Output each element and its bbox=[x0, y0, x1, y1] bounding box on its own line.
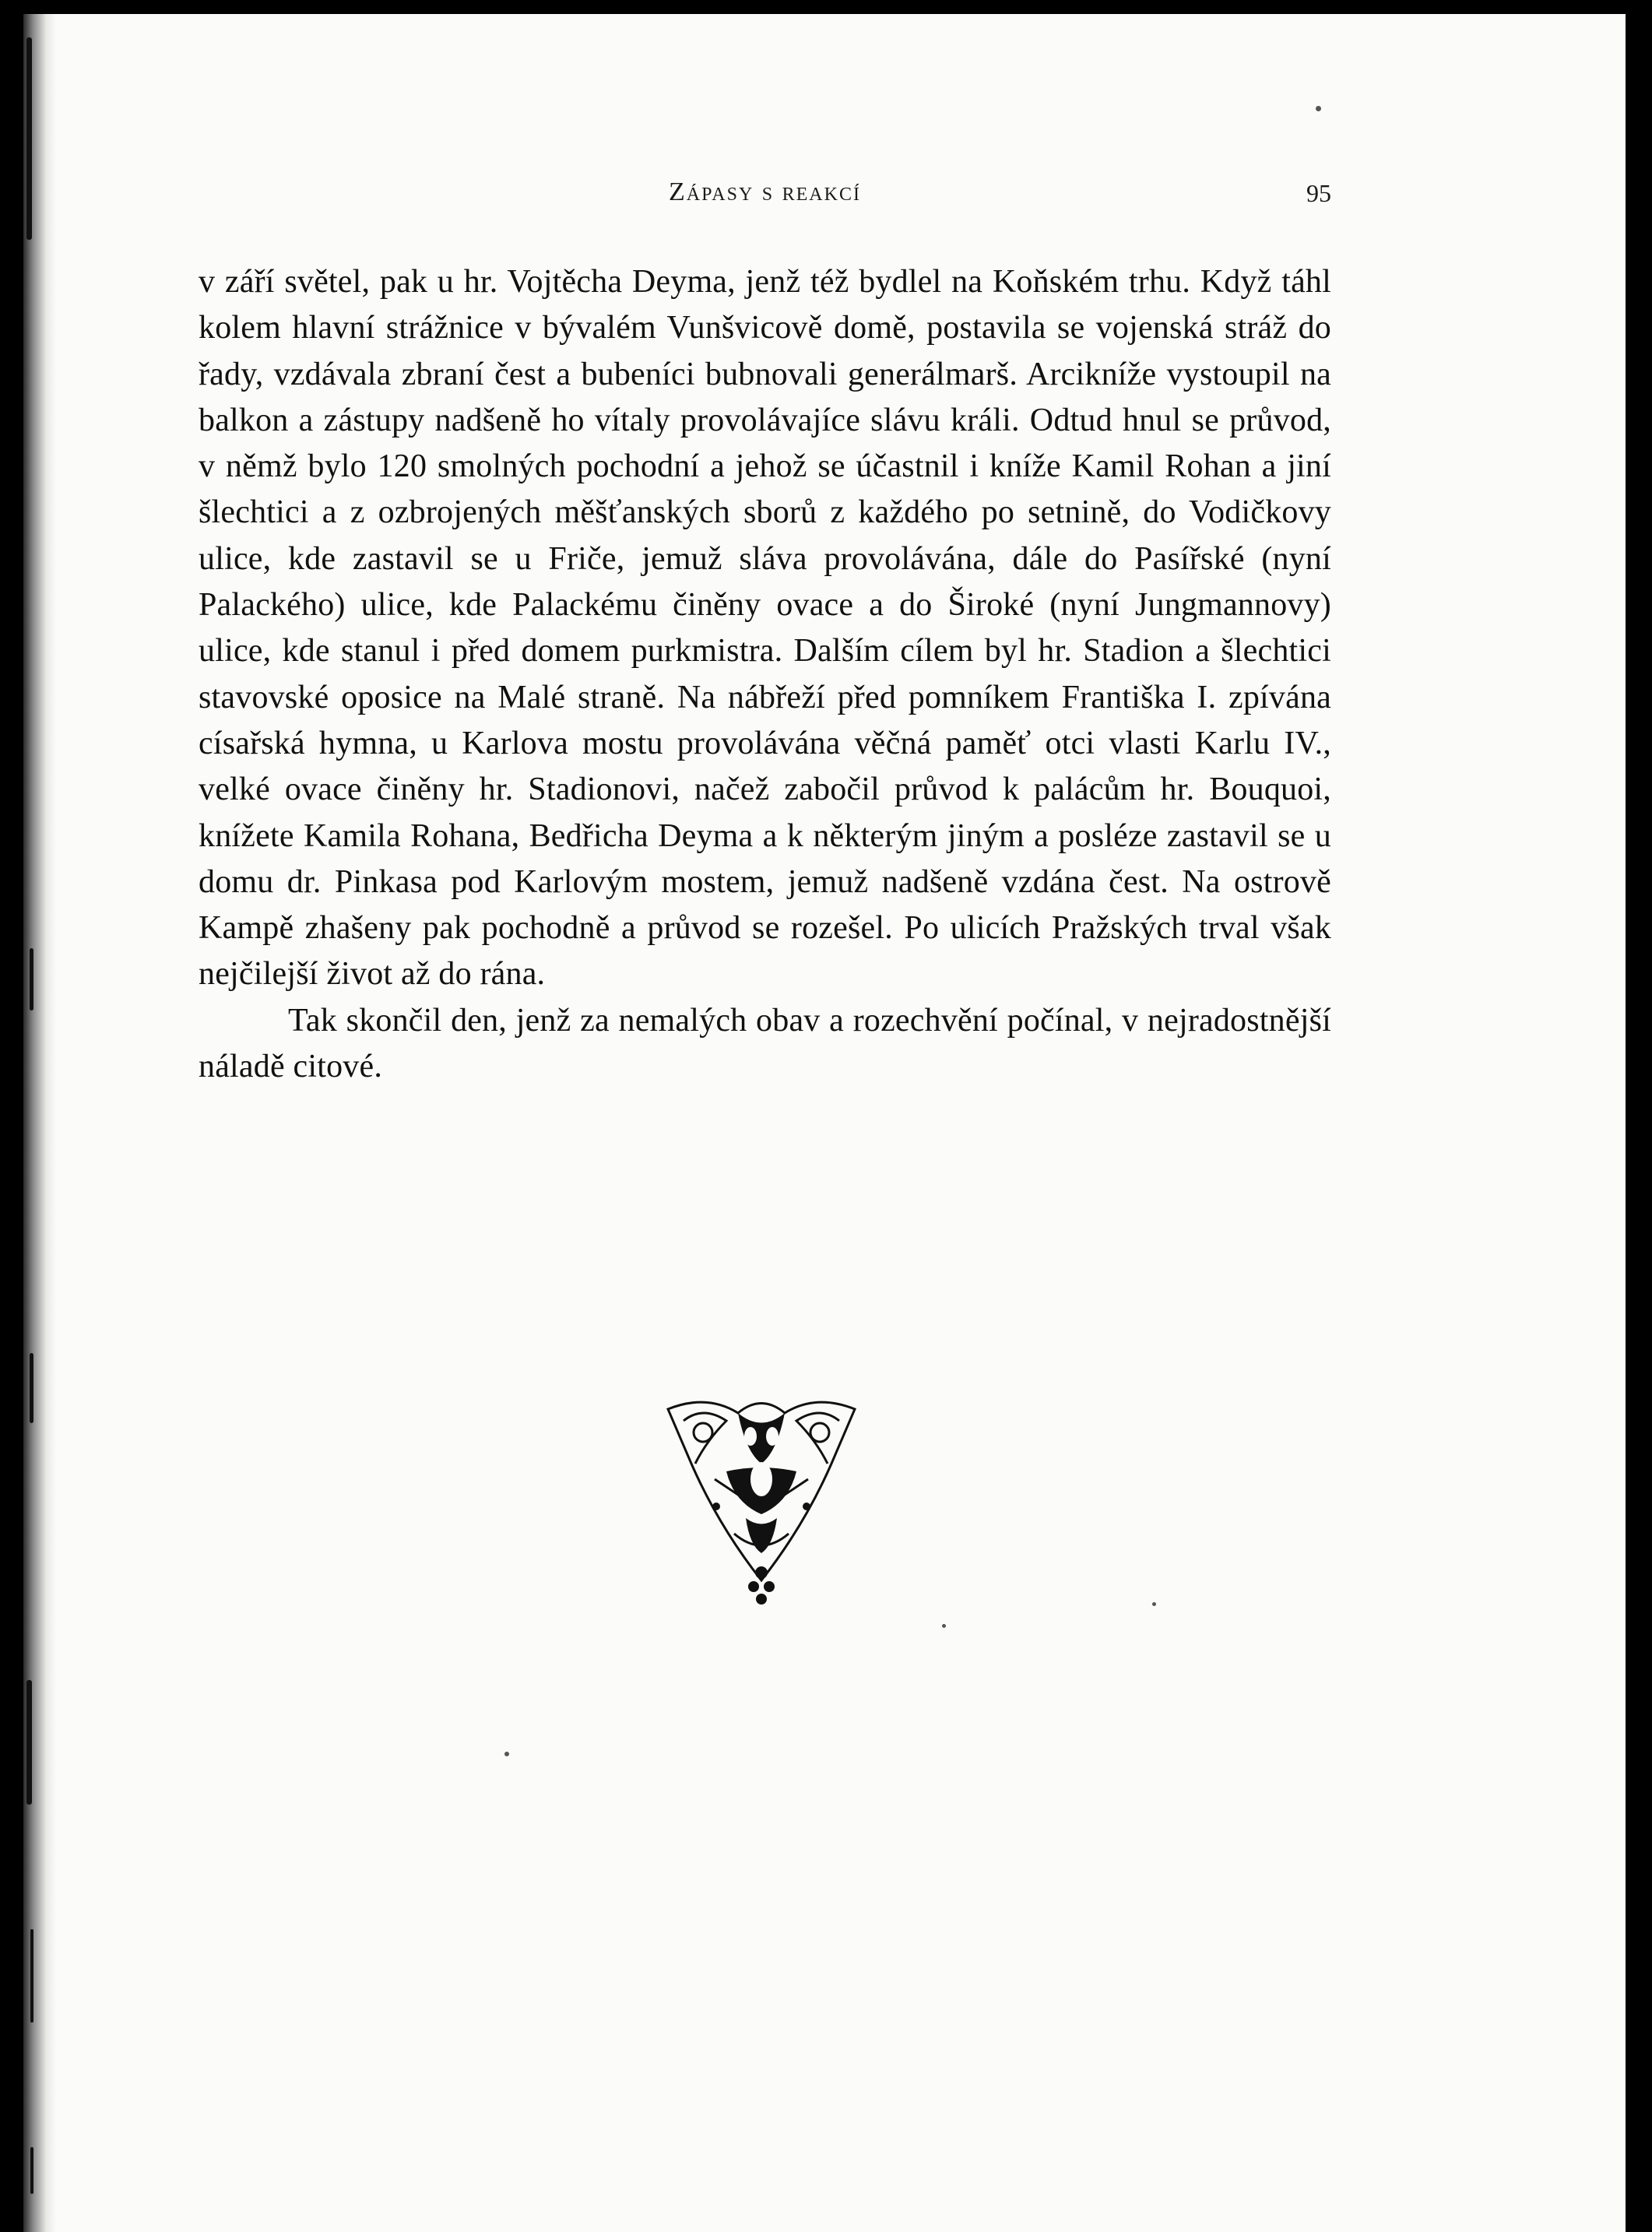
paragraph: v září světel, pak u hr. Vojtěcha Deyma, jenž též bydlel na Koňském trhu. Když táhl kolem hlavní strážnice v bývalém Vunšvicově domě, postavila se vojenská stráž do řady, vzdávala zbraní čest a bubeníci bubnovali generálmarš. Arcikníže vystoupil na balkon a zástupy nadšeně ho vítaly provolávajíce slávu králi. Odtud hnul se průvod, v němž bylo 120 smolných pochodní a jehož se účastnil i kníže Kamil Rohan a jiní šlechtici a z ozbrojených měšťanských sborů z každého po setnině, do Vodičkovy ulice, kde zastavil se u Friče, jemuž sláva provolávána, dále do Pasířské (nyní Palackého) ulice, kde Palackému činěny ovace a do Široké (nyní Jungmannovy) ulice, kde stanul i před domem purkmistra. Dalším cílem byl hr. Stadion a šlechtici stavovské oposice na Malé straně. Na nábřeží před pomníkem Františka I. zpívána císařská hymna, u Karlova mostu provolávána věčná paměť otci vlasti Karlu IV., velké ovace činěny hr. Stadionovi, načež zabočil průvod k palácům hr. Bouquoi, knížete Kamila Rohana, Bedřicha Deyma a k některým jiným a posléze zastavil se u domu dr. Pinkasa pod Karlovým mostem, jemuž nadšeně vzdána čest. Na ostrově Kampě zhašeny pak pochodně a průvod se rozešel. Po ulicích Pražských trval však nejčilejší život až do rána. bbox=[199, 264, 1331, 993]
binding-mark bbox=[26, 1680, 32, 1805]
binding-mark bbox=[30, 948, 33, 1011]
binding-mark bbox=[26, 37, 32, 240]
body-text bbox=[199, 259, 1331, 1090]
speck bbox=[1316, 106, 1321, 111]
speck bbox=[504, 1752, 509, 1756]
binding-mark bbox=[30, 1929, 33, 2023]
binding-mark bbox=[30, 1353, 33, 1423]
floral-tailpiece-icon bbox=[660, 1378, 863, 1612]
binding-edge bbox=[23, 14, 56, 2232]
page-number: 95 bbox=[1306, 179, 1331, 207]
running-head bbox=[199, 178, 1331, 216]
paragraph: Tak skončil den, jenž za nemalých obav a rozechvění počínal, v nejradostnější náladě citové. bbox=[199, 1002, 1331, 1085]
binding-mark bbox=[30, 2147, 33, 2194]
running-title: Zápasy s reakcí bbox=[669, 178, 861, 206]
book-page bbox=[23, 14, 1626, 2232]
speck bbox=[1152, 1602, 1156, 1606]
speck bbox=[942, 1624, 946, 1628]
